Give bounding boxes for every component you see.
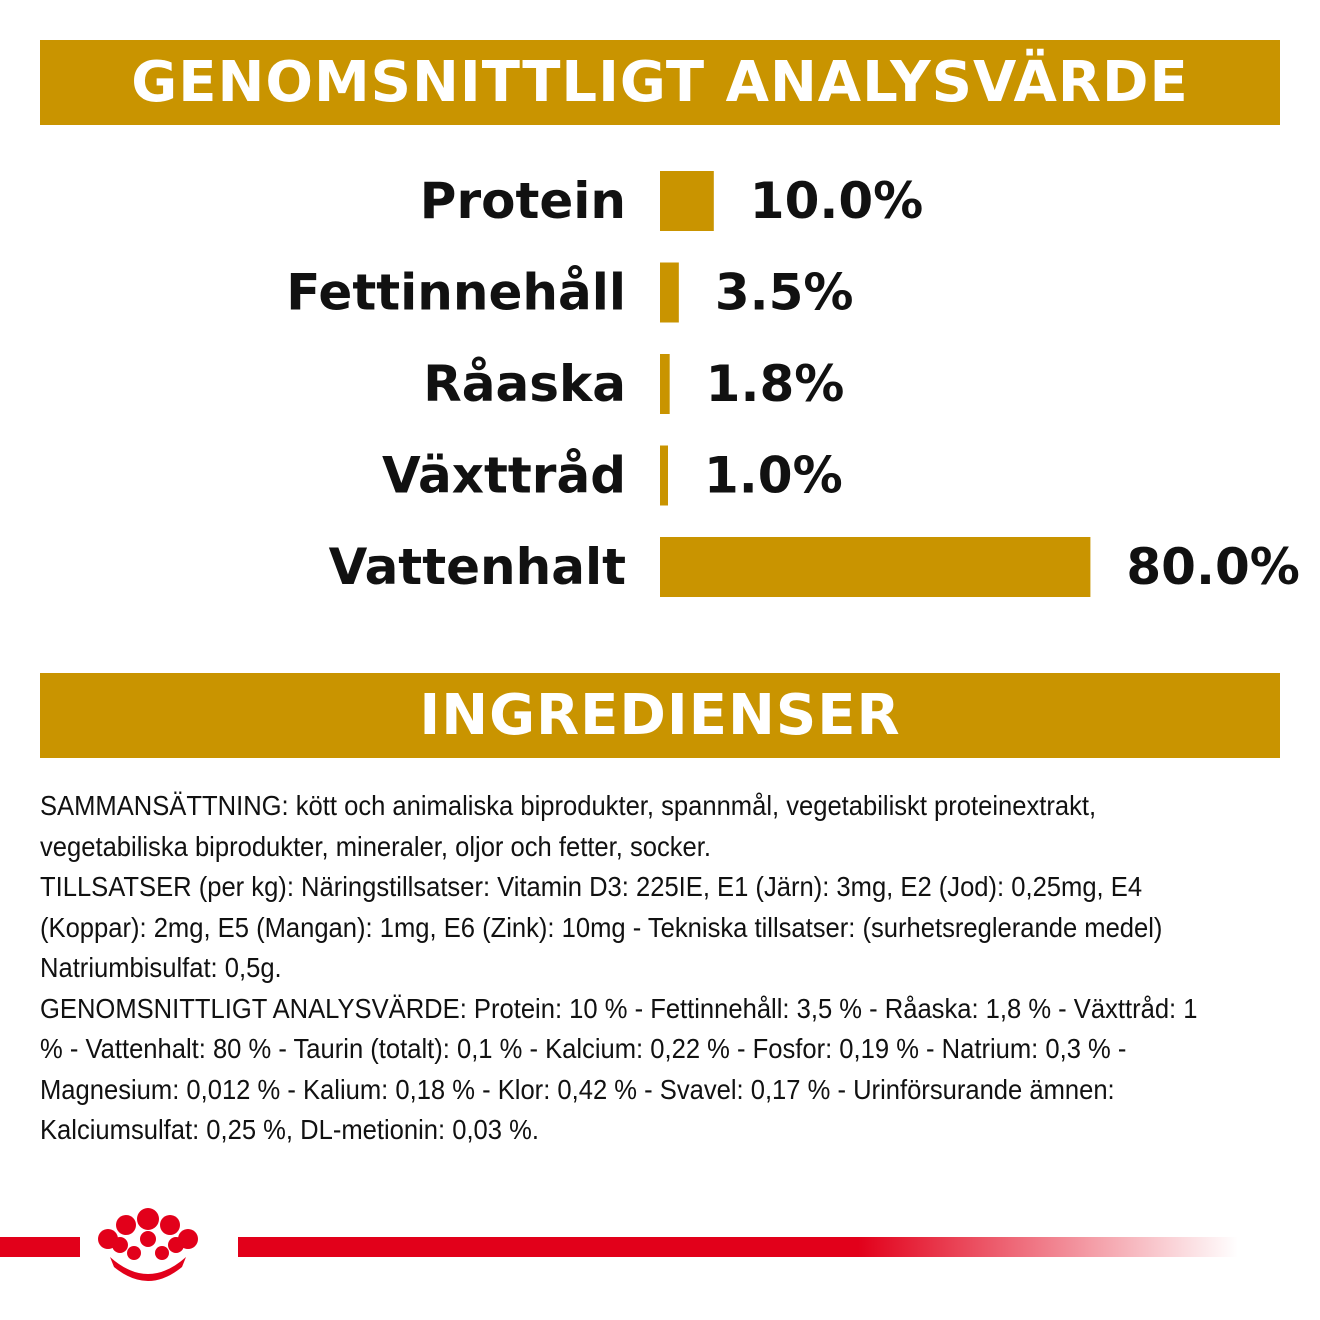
footer-stripe-right: [238, 1237, 1238, 1257]
value-label: 10.0%: [749, 172, 924, 230]
footer-brand-stripe: [0, 1195, 1320, 1295]
value-label: 1.8%: [705, 355, 845, 413]
bar: [660, 537, 1090, 597]
additives-paragraph: TILLSATSER (per kg): Näringstillsatser: Vitamin D3: 225IE, E1 (Järn): 3mg, E2 (Jod): 0,25mg, E4 (Koppar): 2mg, E5 (Mangan): 1mg, E6 (Zink): 10mg - Tekniska tillsatser: (surhetsreglerande medel) Natriumbisulfat: 0,5g.: [40, 871, 1163, 983]
category-label: Råaska: [423, 355, 626, 413]
value-label: 3.5%: [714, 263, 854, 322]
analysis-paragraph: GENOMSNITTLIGT ANALYSVÄRDE: Protein: 10 % - Fettinnehåll: 3,5 % - Råaska: 1,8 % - Växttråd: 1 % - Vattenhalt: 80 % - Taurin (totalt): 0,1 % - Kalcium: 0,22 % - Fosfor: 0,19 % - Natrium: 0,3 % - Magnesium: 0,012 % - Kalium: 0,18 % - Klor: 0,42 % - Svavel: 0,17 % - Urinförsurande ämnen: Kalciumsulfat: 0,25 %, DL-metionin: 0,03 %.: [40, 992, 1198, 1145]
bar: [660, 171, 714, 231]
bar: [660, 263, 679, 323]
value-label: 1.0%: [704, 446, 843, 505]
composition-paragraph: SAMMANSÄTTNING: kött och animaliska biprodukter, spannmål, vegetabiliskt proteinextrakt, vegetabiliska biprodukter, mineraler, oljor och fetter, socker.: [40, 790, 1097, 862]
ingredients-text: [40, 786, 1198, 1151]
category-label: Fettinnehåll: [286, 263, 626, 322]
crown-icon: [98, 1208, 198, 1281]
category-label: Växttråd: [382, 446, 626, 505]
ingredients-title: INGREDIENSER: [419, 683, 901, 748]
analysis-title: GENOMSNITTLIGT ANALYSVÄRDE: [131, 50, 1189, 115]
nutrient-bar-chart: [0, 150, 1320, 620]
footer-stripe-left: [0, 1237, 80, 1257]
bar: [660, 354, 670, 414]
analysis-title-banner: [40, 40, 1280, 125]
category-label: Vattenhalt: [328, 538, 626, 596]
value-label: 80.0%: [1126, 538, 1300, 596]
bar: [660, 446, 668, 506]
category-label: Protein: [419, 172, 626, 230]
ingredients-title-banner: [40, 673, 1280, 758]
